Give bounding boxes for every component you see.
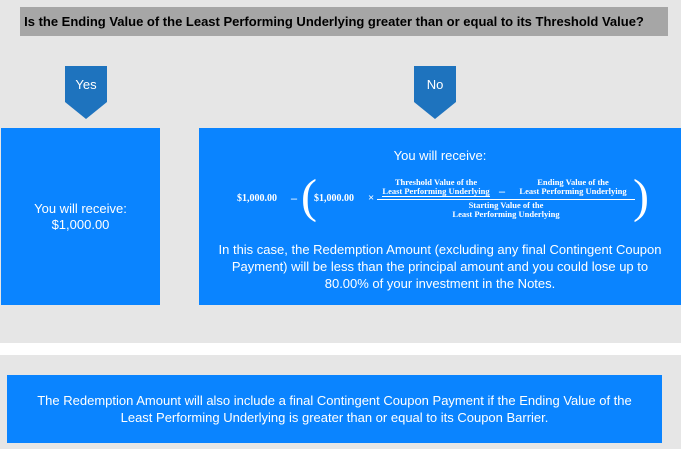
formula-principal: $1,000.00 xyxy=(237,193,277,204)
question-text: Is the Ending Value of the Least Performing Underlying greater than or equal to its Threshold Value? xyxy=(24,14,644,29)
question-banner xyxy=(20,7,668,36)
denominator-line2: Least Performing Underlying xyxy=(452,209,560,219)
yes-receive-amount: $1,000.00 xyxy=(51,216,110,232)
redemption-formula xyxy=(237,170,649,224)
no-explanation-text: In this case, the Redemption Amount (excluding any final Contingent Coupon Payment) will be less than the principal amount and you could lose up to 80.00% of your investment in the Notes. xyxy=(218,242,662,291)
yes-receive-label: You will receive: xyxy=(34,200,127,216)
formula-principal-inner: $1,000.00 xyxy=(314,193,354,204)
no-arrow-head xyxy=(414,102,456,119)
no-receive-label: You will receive: xyxy=(393,148,487,163)
no-arrow-label: No xyxy=(414,66,456,102)
numerator-left-line2: Least Performing Underlying xyxy=(382,186,490,196)
denominator-line1: Starting Value of the xyxy=(468,200,544,210)
coupon-note-text: The Redemption Amount will also include a final Contingent Coupon Payment if the Ending Value of the Least Performing Underlying is greater than or equal to its Coupon Barrier. xyxy=(37,393,632,425)
formula-numerator-right xyxy=(511,178,635,196)
formula-denominator xyxy=(436,201,576,219)
yes-arrow xyxy=(65,66,107,119)
formula-numerator-left xyxy=(377,178,495,197)
numerator-left-line1: Threshold Value of the xyxy=(394,177,478,187)
numerator-right-line2: Least Performing Underlying xyxy=(519,186,627,196)
yes-outcome-box xyxy=(1,128,160,305)
no-arrow xyxy=(414,66,456,119)
no-outcome-box xyxy=(199,128,681,305)
formula-right-paren: ) xyxy=(633,170,649,223)
yes-arrow-label: Yes xyxy=(65,66,107,102)
formula-times: × xyxy=(368,192,375,204)
formula-left-paren: ( xyxy=(301,170,317,223)
numerator-right-line1: Ending Value of the xyxy=(537,177,609,187)
formula-numerator-minus: – xyxy=(499,184,505,198)
coupon-note-box xyxy=(7,375,662,443)
formula-minus: – xyxy=(291,191,297,205)
yes-arrow-head xyxy=(65,102,107,119)
